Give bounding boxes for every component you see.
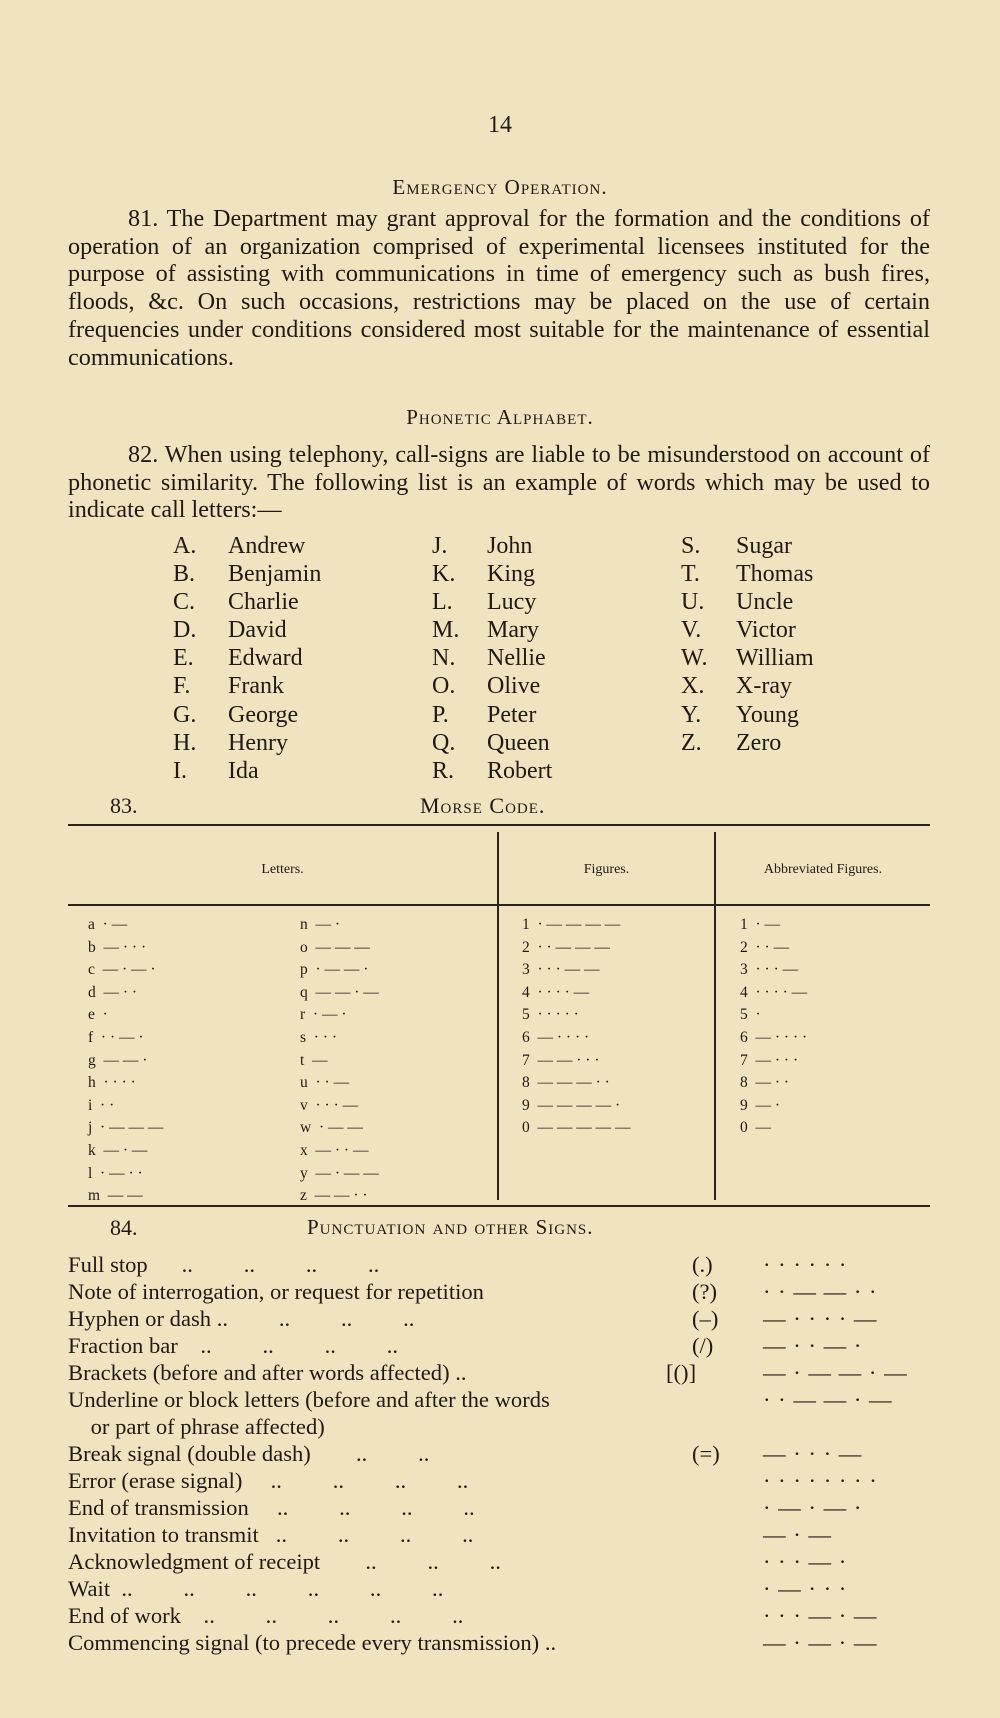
morse-entry: p · — — · bbox=[300, 961, 369, 979]
phonetic-letter: W. bbox=[681, 645, 708, 672]
letters-a-to-m bbox=[88, 914, 163, 1208]
phonetic-entry bbox=[681, 701, 814, 729]
phonetic-word: Peter bbox=[487, 701, 537, 728]
phonetic-entry bbox=[173, 701, 321, 729]
punctuation-code: · · · · · · bbox=[763, 1252, 848, 1277]
phonetic-column-1 bbox=[173, 532, 321, 785]
morse-entry: i · · bbox=[88, 1096, 115, 1114]
phonetic-word: Zero bbox=[736, 729, 782, 756]
punctuation-section-number: 84. bbox=[110, 1215, 138, 1240]
phonetic-entry bbox=[432, 701, 552, 729]
phonetic-letter: G. bbox=[173, 701, 197, 728]
phonetic-letter: C. bbox=[173, 589, 196, 616]
phonetic-entry bbox=[681, 616, 814, 644]
morse-entry: 9 — — — — · bbox=[522, 1096, 621, 1114]
phonetic-letter: B. bbox=[173, 561, 196, 588]
punctuation-row bbox=[68, 1630, 948, 1657]
punctuation-label: Commencing signal (to precede every transmission) .. bbox=[68, 1630, 557, 1655]
phonetic-entry bbox=[432, 644, 552, 672]
phonetic-entry bbox=[432, 532, 552, 560]
phonetic-letter: H. bbox=[173, 729, 197, 756]
phonetic-letter: Y. bbox=[681, 701, 702, 728]
morse-entry: h · · · · bbox=[88, 1074, 136, 1092]
punctuation-row bbox=[68, 1306, 948, 1333]
punctuation-row bbox=[68, 1576, 948, 1603]
phonetic-entry bbox=[681, 644, 814, 672]
punctuation-row bbox=[68, 1603, 948, 1630]
abbreviated-figures-header: Abbreviated Figures. bbox=[763, 862, 883, 877]
phonetic-word: Benjamin bbox=[228, 561, 322, 588]
punctuation-row bbox=[68, 1468, 948, 1495]
phonetic-entry bbox=[681, 729, 814, 757]
punctuation-row bbox=[68, 1360, 948, 1387]
phonetic-entry bbox=[173, 532, 321, 560]
punctuation-label: Wait .. .. .. .. .. .. bbox=[68, 1576, 444, 1601]
punctuation-symbol: (.) bbox=[692, 1252, 713, 1277]
phonetic-entry bbox=[173, 729, 321, 757]
punctuation-label: or part of phrase affected) bbox=[68, 1414, 325, 1439]
morse-entry: 0 — — — — — bbox=[522, 1119, 631, 1137]
figures-header: Figures. bbox=[583, 862, 630, 877]
punctuation-row bbox=[68, 1495, 948, 1522]
phonetic-word: Henry bbox=[228, 729, 288, 756]
morse-entry: f · · — · bbox=[88, 1028, 144, 1046]
phonetic-word: King bbox=[487, 561, 535, 588]
morse-entry: 2 · · — — — bbox=[522, 938, 610, 956]
punctuation-label: Note of interrogation, or request for repetition bbox=[68, 1279, 484, 1304]
morse-entry: k — · — bbox=[88, 1141, 148, 1159]
phonetic-entry bbox=[432, 616, 552, 644]
phonetic-entry bbox=[173, 588, 321, 616]
punctuation-code: · — · · · bbox=[763, 1576, 848, 1601]
morse-entry: t — bbox=[300, 1051, 328, 1069]
phonetic-entry bbox=[432, 757, 552, 785]
phonetic-heading: Phonetic Alphabet. bbox=[406, 405, 594, 429]
punctuation-label: Hyphen or dash .. .. .. .. bbox=[68, 1306, 415, 1331]
phonetic-column-3 bbox=[681, 532, 814, 757]
morse-entry: c — · — · bbox=[88, 961, 156, 979]
punctuation-row bbox=[68, 1549, 948, 1576]
morse-entry: n — · bbox=[300, 916, 341, 933]
morse-entry: 6 — · · · · bbox=[522, 1028, 590, 1046]
phonetic-letter: K. bbox=[432, 561, 456, 588]
punctuation-code: · · · — · bbox=[763, 1549, 848, 1574]
morse-entry: u · · — bbox=[300, 1074, 350, 1092]
phonetic-paragraph: 82. When using telephony, call-signs are liable to be misunderstood on account of phonetic similarity. The following list is an example of words which may be used to indicate call letters:— bbox=[68, 441, 930, 524]
phonetic-word: Victor bbox=[736, 617, 796, 644]
punctuation-row bbox=[68, 1522, 948, 1549]
morse-entry: 4 · · · · — bbox=[740, 983, 808, 1001]
morse-entry: x — · · — bbox=[300, 1141, 369, 1159]
phonetic-letter: Z. bbox=[681, 729, 702, 756]
morse-entry: 5 · bbox=[740, 1006, 761, 1024]
punctuation-label: Error (erase signal) .. .. .. .. bbox=[68, 1468, 469, 1493]
morse-entry: d — · · bbox=[88, 983, 138, 1001]
punctuation-code: · · · — · — bbox=[763, 1603, 878, 1628]
punctuation-label: End of work .. .. .. .. .. bbox=[68, 1603, 464, 1628]
phonetic-word: John bbox=[487, 533, 533, 559]
punctuation-code: · · — — · — bbox=[763, 1387, 893, 1412]
punctuation-label: Break signal (double dash) .. .. bbox=[68, 1441, 430, 1466]
phonetic-letter: U. bbox=[681, 589, 705, 616]
phonetic-entry bbox=[681, 532, 814, 560]
punctuation-row bbox=[68, 1279, 948, 1306]
punctuation-symbol: [()] bbox=[666, 1360, 697, 1385]
punctuation-label: Acknowledgment of receipt .. .. .. bbox=[68, 1549, 501, 1574]
morse-entry: z — — · · bbox=[300, 1187, 368, 1205]
morse-entry: w · — — bbox=[300, 1119, 363, 1137]
morse-entry: l · — · · bbox=[88, 1164, 143, 1182]
phonetic-entry bbox=[432, 560, 552, 588]
morse-entry: 8 — — — · · bbox=[522, 1074, 610, 1092]
punctuation-row bbox=[68, 1414, 948, 1441]
punctuation-code: · · · · · · · · bbox=[763, 1468, 878, 1493]
morse-entry: r · — · bbox=[300, 1006, 347, 1024]
phonetic-entry bbox=[173, 560, 321, 588]
phonetic-word: Robert bbox=[487, 757, 553, 784]
phonetic-letter: O. bbox=[432, 673, 456, 700]
morse-entry: 5 · · · · · bbox=[522, 1006, 579, 1024]
phonetic-entry bbox=[432, 672, 552, 700]
phonetic-letter: M. bbox=[432, 617, 460, 644]
morse-entry: 6 — · · · · bbox=[740, 1028, 808, 1046]
punctuation-code: — · — · — bbox=[763, 1630, 878, 1655]
phonetic-letter: X. bbox=[681, 673, 705, 700]
phonetic-word: William bbox=[736, 645, 814, 672]
phonetic-column-2 bbox=[432, 532, 552, 785]
phonetic-word: Young bbox=[736, 701, 799, 728]
morse-entry: 7 — · · · bbox=[740, 1051, 799, 1069]
punctuation-symbol: (–) bbox=[692, 1306, 719, 1331]
punctuation-label: Brackets (before and after words affected) .. bbox=[68, 1360, 467, 1385]
emergency-paragraph: 81. The Department may grant approval for the formation and the conditions of operation of an organization comprised of experimental licensees instituted for the purpose of assisting with communications in time of emergency such as bush fires, floods, &c. On such occasions, restrictions may be placed on the use of certain frequencies under conditions considered most suitable for the maintenance of essential communications. bbox=[68, 205, 930, 371]
morse-entry: 4 · · · · — bbox=[522, 983, 590, 1001]
punctuation-heading: Punctuation and other Signs. bbox=[307, 1215, 594, 1239]
table-header-rule bbox=[68, 904, 930, 906]
phonetic-word: Mary bbox=[487, 617, 539, 644]
phonetic-word: Andrew bbox=[228, 533, 306, 559]
punctuation-label: End of transmission .. .. .. .. bbox=[68, 1495, 475, 1520]
phonetic-letter: E. bbox=[173, 645, 194, 672]
phonetic-letter: A. bbox=[173, 533, 197, 559]
morse-entry: 9 — · bbox=[740, 1096, 781, 1114]
punctuation-symbol: (?) bbox=[692, 1279, 718, 1304]
phonetic-entry bbox=[173, 616, 321, 644]
phonetic-letter: I. bbox=[173, 757, 187, 784]
morse-entry: b — · · · bbox=[88, 938, 147, 956]
morse-entry: g — — · bbox=[88, 1051, 148, 1069]
morse-entry: e · bbox=[88, 1006, 108, 1024]
morse-section-number: 83. bbox=[110, 793, 138, 818]
punctuation-label: Underline or block letters (before and after the words bbox=[68, 1387, 550, 1412]
morse-entry: s · · · bbox=[300, 1028, 338, 1046]
phonetic-word: Edward bbox=[228, 645, 303, 672]
punctuation-row bbox=[68, 1252, 948, 1279]
morse-entry: 2 · · — bbox=[740, 938, 790, 956]
phonetic-entry bbox=[432, 588, 552, 616]
punctuation-label: Fraction bar .. .. .. .. bbox=[68, 1333, 399, 1358]
phonetic-entry bbox=[681, 672, 814, 700]
punctuation-code: — · — bbox=[763, 1522, 833, 1547]
punctuation-symbol: (/) bbox=[692, 1333, 714, 1358]
phonetic-entry bbox=[681, 560, 814, 588]
phonetic-word: David bbox=[228, 617, 287, 644]
phonetic-letter: V. bbox=[681, 617, 702, 644]
letters-n-to-z bbox=[300, 914, 379, 1208]
punctuation-row bbox=[68, 1333, 948, 1360]
morse-entry: y — · — — bbox=[300, 1164, 379, 1182]
table-top-rule bbox=[68, 824, 930, 826]
morse-heading: Morse Code. bbox=[420, 793, 546, 818]
phonetic-letter: F. bbox=[173, 673, 191, 700]
phonetic-letter: Q. bbox=[432, 729, 456, 756]
punctuation-row bbox=[68, 1387, 948, 1414]
phonetic-letter: S. bbox=[681, 533, 701, 559]
morse-entry: 1 · — bbox=[740, 916, 781, 933]
phonetic-word: Thomas bbox=[736, 561, 814, 588]
phonetic-letter: T. bbox=[681, 561, 700, 588]
phonetic-letter: L. bbox=[432, 589, 453, 616]
punctuation-code: — · · — · bbox=[763, 1333, 863, 1358]
phonetic-word: Lucy bbox=[487, 589, 537, 616]
phonetic-entry bbox=[173, 672, 321, 700]
morse-entry: 8 — · · bbox=[740, 1074, 790, 1092]
morse-entry: 3 · · · — bbox=[740, 961, 799, 979]
phonetic-word: George bbox=[228, 701, 299, 728]
morse-entry: m — — bbox=[88, 1187, 143, 1205]
punctuation-code: · · — — · · bbox=[763, 1279, 878, 1304]
phonetic-word: Nellie bbox=[487, 645, 546, 672]
phonetic-word: Uncle bbox=[736, 589, 794, 616]
table-divider-2 bbox=[714, 832, 716, 1200]
punctuation-row bbox=[68, 1441, 948, 1468]
morse-entry: 3 · · · — — bbox=[522, 961, 600, 979]
phonetic-letter: N. bbox=[432, 645, 456, 672]
phonetic-word: Frank bbox=[228, 673, 284, 700]
punctuation-label: Full stop .. .. .. .. bbox=[68, 1252, 380, 1277]
morse-entry: j · — — — bbox=[88, 1119, 164, 1137]
morse-entry: o — — — bbox=[300, 938, 370, 956]
punctuation-code: — · · · · — bbox=[763, 1306, 878, 1331]
punctuation-code: — · · · — bbox=[763, 1441, 863, 1466]
punctuation-code: — · — — · — bbox=[763, 1360, 908, 1385]
phonetic-letter: D. bbox=[173, 617, 197, 644]
morse-entry: v · · · — bbox=[300, 1096, 359, 1114]
punctuation-symbol: (=) bbox=[692, 1441, 720, 1466]
phonetic-entry bbox=[432, 729, 552, 757]
table-divider-1 bbox=[497, 832, 499, 1200]
abbreviated-figures-column bbox=[740, 914, 807, 1140]
morse-entry: 7 — — · · · bbox=[522, 1051, 600, 1069]
morse-entry: a · — bbox=[88, 916, 128, 933]
table-bottom-rule bbox=[68, 1205, 930, 1207]
morse-entry: 1 · — — — — bbox=[522, 916, 621, 933]
letters-header: Letters. bbox=[261, 862, 304, 877]
phonetic-letter: P. bbox=[432, 701, 449, 728]
phonetic-word: Ida bbox=[228, 757, 259, 784]
phonetic-word: Queen bbox=[487, 729, 550, 756]
punctuation-code: · — · — · bbox=[763, 1495, 863, 1520]
phonetic-word: Charlie bbox=[228, 589, 299, 616]
page-number: 14 bbox=[488, 112, 512, 138]
phonetic-word: X-ray bbox=[736, 673, 792, 700]
phonetic-entry bbox=[173, 757, 321, 785]
phonetic-word: Olive bbox=[487, 673, 541, 700]
phonetic-entry bbox=[681, 588, 814, 616]
figures-column bbox=[522, 914, 631, 1140]
phonetic-word: Sugar bbox=[736, 533, 792, 559]
morse-entry: 0 — bbox=[740, 1119, 771, 1137]
emergency-heading: Emergency Operation. bbox=[392, 175, 608, 199]
punctuation-label: Invitation to transmit .. .. .. .. bbox=[68, 1522, 474, 1547]
phonetic-entry bbox=[173, 644, 321, 672]
phonetic-letter: R. bbox=[432, 757, 455, 784]
phonetic-letter: J. bbox=[432, 533, 448, 559]
morse-entry: q — — · — bbox=[300, 983, 379, 1001]
